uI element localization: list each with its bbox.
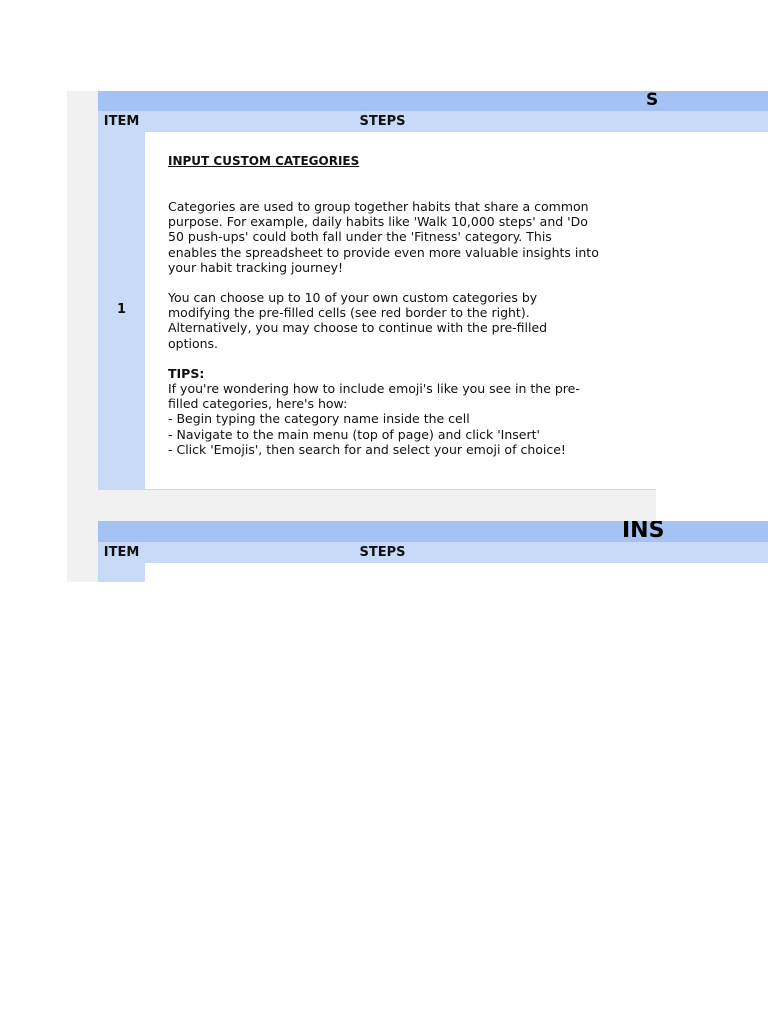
sheet-gutter — [67, 91, 98, 582]
item-number: 1 — [116, 302, 127, 317]
item-column-header: ITEM — [103, 545, 140, 560]
section2-header-row — [98, 542, 768, 563]
item-cell — [98, 563, 145, 582]
section1-title-bar — [98, 91, 768, 111]
row-divider — [98, 489, 656, 490]
steps-cell — [168, 154, 638, 457]
item-cell — [98, 132, 145, 489]
section-spacer — [98, 489, 656, 521]
section1-header-row — [98, 111, 768, 132]
item-column-header: ITEM — [103, 114, 140, 129]
section1-title: S — [646, 91, 659, 110]
section2-title-bar — [98, 521, 768, 542]
step-heading: INPUT CUSTOM CATEGORIES — [168, 154, 360, 168]
step-paragraph-custom: You can choose up to 10 of your own custom categories by modifying the pre-filled cells (see red border to the right). Alternatively, you may choose to continue with the pre-filled options. — [168, 290, 548, 351]
step-paragraph-categories: Categories are used to group together habits that share a common purpose. For example, daily habits like 'Walk 10,000 steps' and 'Do 50 push-ups' could both fall under the 'Fitness' category. This enables the spreadsheet to provide even more valuable insights into your habit tracking journey! — [168, 199, 599, 275]
tips-label: TIPS: — [168, 365, 205, 381]
steps-column-header: STEPS — [359, 114, 406, 129]
section2-title: INS — [622, 521, 665, 542]
tips-text: If you're wondering how to include emoji's like you see in the pre- filled categories, here's how: - Begin typing the category name inside the cell - Navigate to the main menu (top of page) and click 'Insert' - Click 'Emojis', then search for and select your emoji of choice! — [168, 381, 580, 457]
steps-column-header: STEPS — [359, 545, 406, 560]
